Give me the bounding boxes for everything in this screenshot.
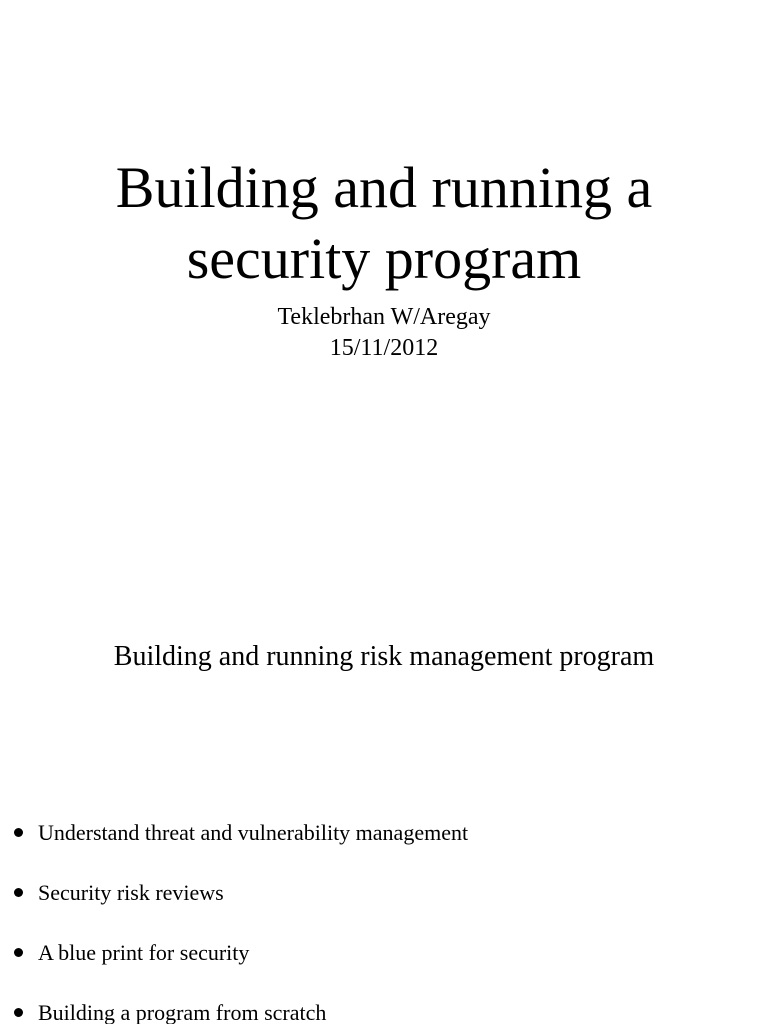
bullet-icon: [14, 888, 23, 897]
slide-heading: Building and running risk management program: [113, 641, 655, 672]
list-item: [0, 934, 768, 994]
bullet-icon: [14, 948, 23, 957]
bullet-icon: [14, 828, 23, 837]
title-line-1: Building and running a: [115, 155, 653, 220]
list-item: [0, 814, 768, 874]
list-item: [0, 994, 768, 1024]
bullet-text: Understand threat and vulnerability management: [38, 820, 469, 845]
bullet-list: [0, 814, 768, 1024]
bullet-text: A blue print for security: [38, 940, 250, 965]
presentation-title: [0, 152, 768, 294]
author-name: Teklebrhan W/Aregay: [277, 304, 491, 330]
list-item: [0, 874, 768, 934]
bullet-text: Security risk reviews: [38, 880, 224, 905]
bullet-text: Building a program from scratch: [38, 1000, 327, 1024]
presentation-date: 15/11/2012: [329, 335, 439, 361]
bullet-icon: [14, 1008, 23, 1017]
title-line-2: security program: [186, 226, 582, 291]
